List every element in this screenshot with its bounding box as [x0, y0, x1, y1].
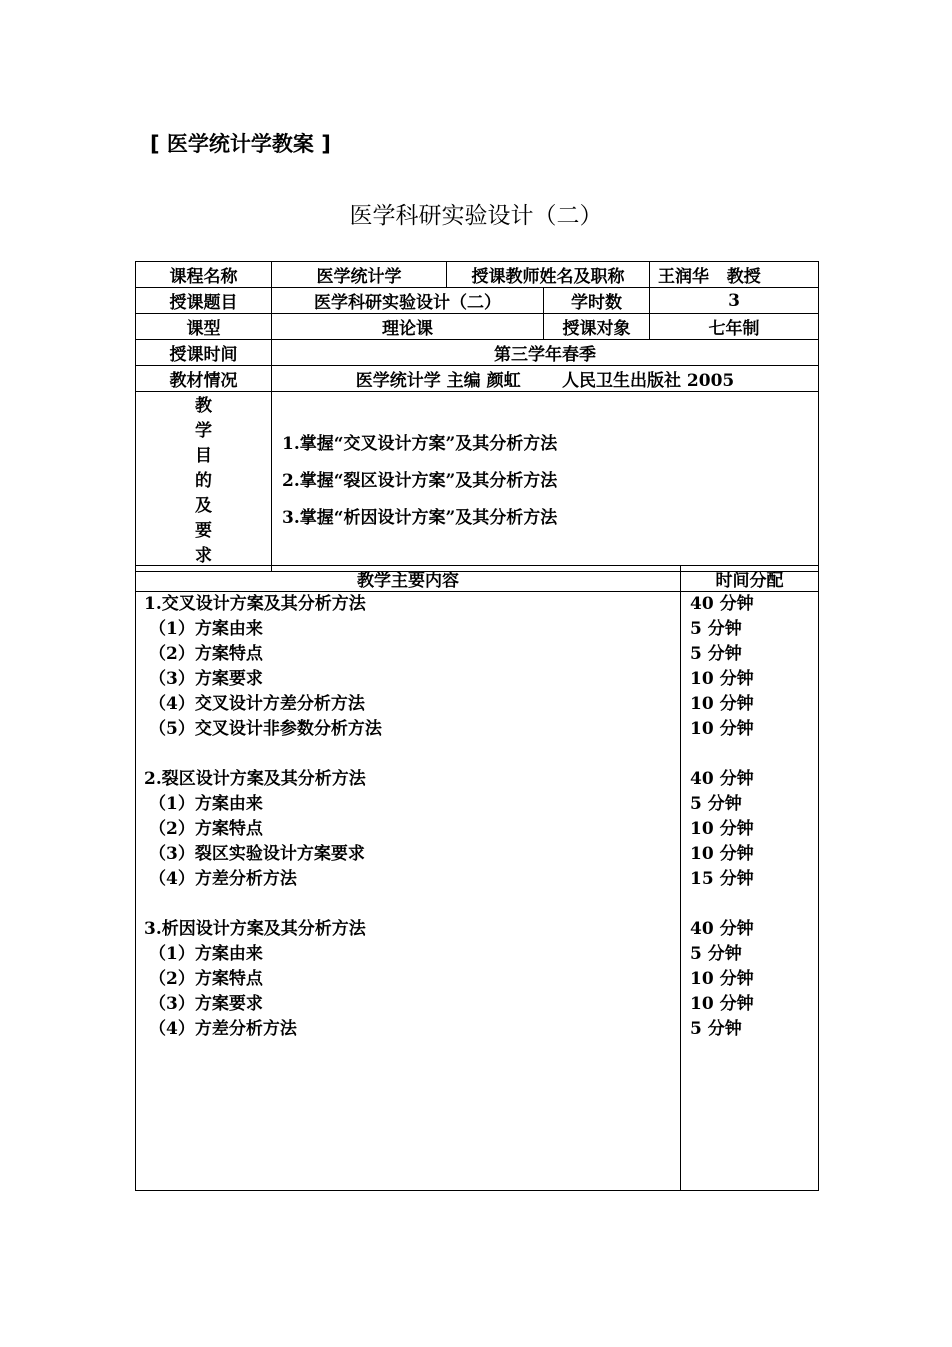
content-item: （2）方案特点 — [149, 644, 263, 664]
time-item: 10 分钟 — [690, 819, 754, 839]
time-item — [681, 742, 818, 767]
audience-value: 七年制 — [650, 314, 819, 340]
time-item: 5 分钟 — [690, 644, 742, 664]
goals-label-char: 教 — [195, 396, 212, 416]
goal-item: 2.掌握“裂区设计方案”及其分析方法 — [282, 471, 558, 491]
type-label: 课型 — [136, 314, 272, 340]
teaching-content-table — [135, 565, 819, 1191]
time-allocation-header: 时间分配 — [681, 566, 819, 592]
topic-value: 医学科研实验设计（二） — [272, 288, 544, 314]
content-header: 教学主要内容 — [136, 566, 681, 592]
teacher-value: 王润华 教授 — [650, 262, 819, 288]
content-item: （3）裂区实验设计方案要求 — [149, 844, 365, 864]
content-item: （4）交叉设计方差分析方法 — [149, 694, 365, 714]
time-value: 第三学年春季 — [272, 340, 819, 366]
course-info-table — [135, 261, 819, 572]
goals-label-char: 要 — [195, 521, 212, 541]
content-item: （1）方案由来 — [149, 794, 263, 814]
table-row — [136, 592, 819, 1191]
time-item: 10 分钟 — [690, 844, 754, 864]
time-item: 10 分钟 — [690, 719, 754, 739]
audience-label: 授课对象 — [544, 314, 650, 340]
hours-label: 学时数 — [544, 288, 650, 314]
table-row — [136, 392, 819, 572]
textbook-value: 医学统计学 主编 颜虹 人民卫生出版社 2005 — [272, 366, 819, 392]
content-item: （1）方案由来 — [149, 944, 263, 964]
teacher-label: 授课教师姓名及职称 — [447, 262, 650, 288]
time-item: 40 分钟 — [690, 594, 754, 614]
time-item: 40 分钟 — [690, 769, 754, 789]
time-item: 40 分钟 — [690, 919, 754, 939]
time-item — [681, 892, 818, 917]
table-row — [136, 366, 819, 392]
time-label: 授课时间 — [136, 340, 272, 366]
time-item: 10 分钟 — [690, 669, 754, 689]
table-row — [136, 314, 819, 340]
table-row — [136, 262, 819, 288]
table-row — [136, 288, 819, 314]
content-item: （2）方案特点 — [149, 819, 263, 839]
content-item: （1）方案由来 — [149, 619, 263, 639]
hours-value: 3 — [650, 288, 819, 314]
goals-label — [136, 392, 272, 572]
textbook-label: 教材情况 — [136, 366, 272, 392]
time-item: 5 分钟 — [690, 944, 742, 964]
goal-item: 1.掌握“交叉设计方案”及其分析方法 — [282, 434, 558, 454]
course-name-value: 医学统计学 — [272, 262, 447, 288]
content-item: （3）方案要求 — [149, 994, 263, 1014]
time-item: 10 分钟 — [690, 694, 754, 714]
course-name-label: 课程名称 — [136, 262, 272, 288]
content-column — [136, 592, 681, 1191]
content-item: （3）方案要求 — [149, 669, 263, 689]
goals-label-char: 学 — [195, 421, 212, 441]
document-title: 医学科研实验设计（二） — [349, 203, 603, 229]
content-item: 3.析因设计方案及其分析方法 — [144, 919, 366, 939]
goals-list — [272, 392, 819, 572]
time-column — [681, 592, 819, 1191]
content-item — [136, 742, 680, 767]
header-tag: [ 医学统计学教案 ] — [150, 132, 331, 156]
time-item: 5 分钟 — [690, 619, 742, 639]
time-item: 10 分钟 — [690, 969, 754, 989]
content-item: （5）交叉设计非参数分析方法 — [149, 719, 382, 739]
type-value: 理论课 — [272, 314, 544, 340]
content-item — [136, 892, 680, 917]
topic-label: 授课题目 — [136, 288, 272, 314]
content-item: （2）方案特点 — [149, 969, 263, 989]
time-item: 5 分钟 — [690, 1019, 742, 1039]
table-row — [136, 340, 819, 366]
goals-label-char: 目 — [195, 446, 212, 466]
table-row — [136, 566, 819, 592]
time-item: 5 分钟 — [690, 794, 742, 814]
time-item: 10 分钟 — [690, 994, 754, 1014]
goals-label-char: 及 — [195, 496, 212, 516]
goals-label-char: 的 — [195, 471, 212, 491]
content-item: 2.裂区设计方案及其分析方法 — [144, 769, 366, 789]
content-item: （4）方差分析方法 — [149, 869, 297, 889]
time-item: 15 分钟 — [690, 869, 754, 889]
content-item: 1.交叉设计方案及其分析方法 — [144, 594, 366, 614]
content-item: （4）方差分析方法 — [149, 1019, 297, 1039]
goal-item: 3.掌握“析因设计方案”及其分析方法 — [282, 508, 558, 528]
goals-label-char: 求 — [195, 546, 212, 566]
